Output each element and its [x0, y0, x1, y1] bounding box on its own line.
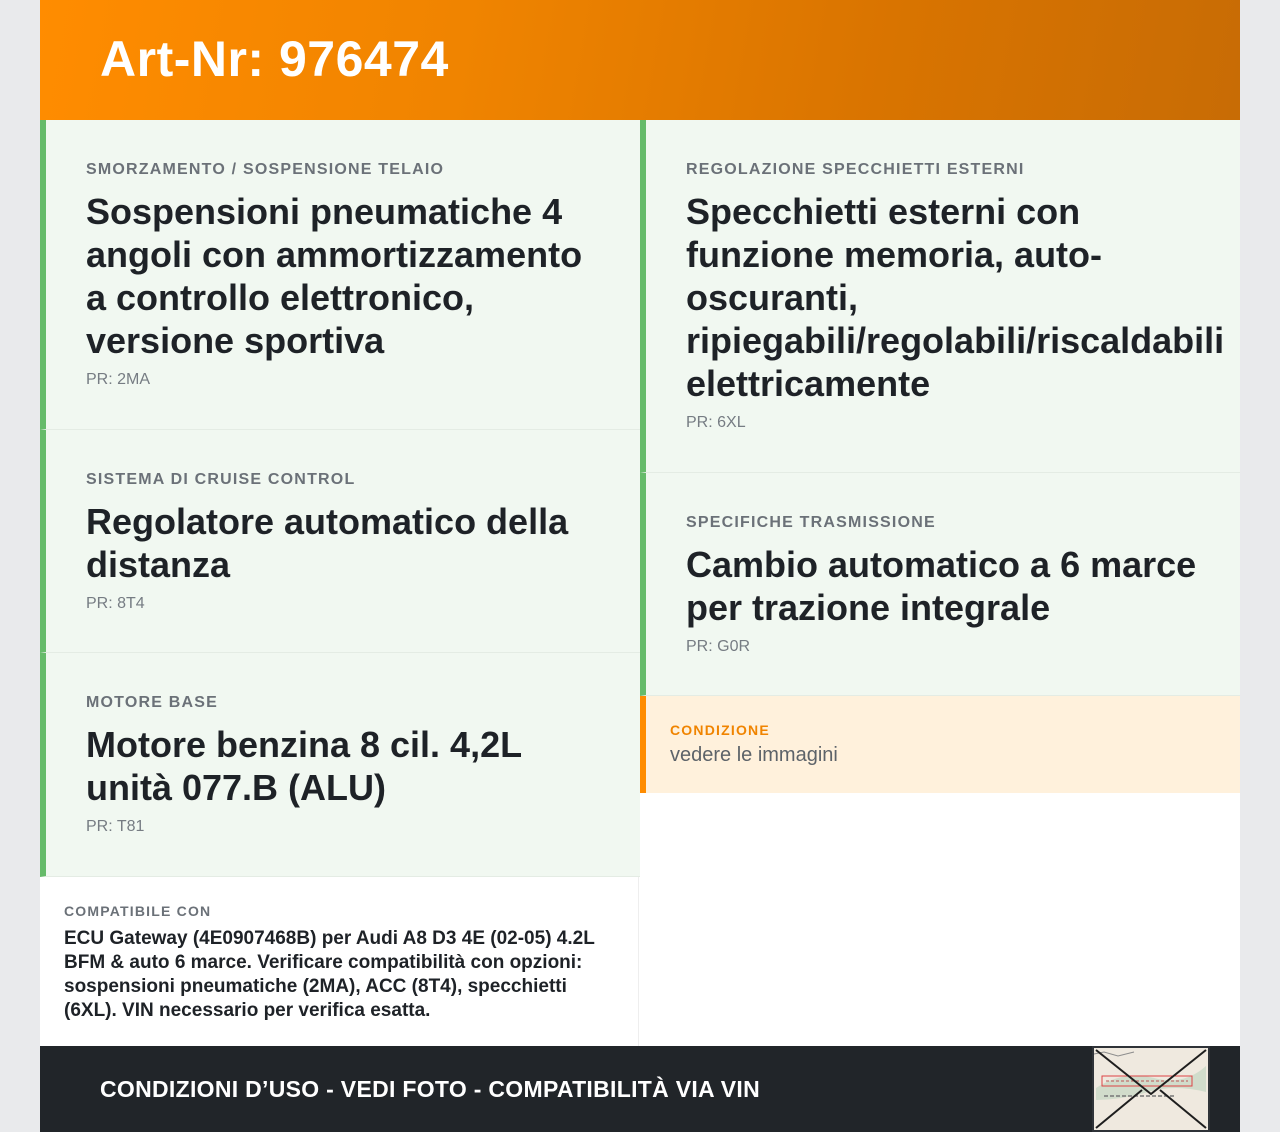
spec-category: REGOLAZIONE SPECCHIETTI ESTERNI — [686, 161, 1025, 178]
condition-text: vedere le immagini — [670, 744, 838, 766]
header-bar — [40, 0, 1240, 120]
spec-card-engine — [40, 653, 640, 877]
spec-title: Motore benzina 8 cil. 4,2L unità 077.B (ALU) — [86, 724, 522, 808]
spec-title: Sospensioni pneumatiche 4 angoli con ammortizzamento a controllo elettronico, versione sportiva — [86, 191, 583, 361]
spec-title: Regolatore automatico della distanza — [86, 501, 569, 585]
spec-card-suspension — [40, 120, 640, 430]
spec-title: Specchietti esterni con funzione memoria, auto-oscuranti, ripiegabili/regolabili/riscaldabili elettricamente — [686, 191, 1225, 404]
spec-category: SISTEMA DI CRUISE CONTROL — [86, 471, 356, 488]
envelope-photo-icon[interactable] — [1092, 1046, 1210, 1132]
spec-pr-code: PR: T81 — [86, 818, 145, 835]
page — [40, 0, 1240, 1132]
spec-card-transmission — [640, 473, 1240, 696]
spec-pr-code: PR: 2MA — [86, 371, 151, 388]
compatibility-text: ECU Gateway (4E0907468B) per Audi A8 D3 4E (02-05) 4.2L BFM & auto 6 marce. Verificare compatibilità con opzioni: sospensioni pneumatiche (2MA), ACC (8T4), specchietti (6XL). VIN necessario per verifica esatta. — [64, 928, 595, 1021]
right-column — [640, 120, 1240, 696]
spec-pr-code: PR: G0R — [686, 638, 751, 655]
footer-text: CONDIZIONI D’USO - VEDI FOTO - COMPATIBILITÀ VIA VIN — [100, 1076, 761, 1102]
spec-title: Cambio automatico a 6 marce per trazione integrale — [686, 544, 1197, 628]
page-title: Art-Nr: 976474 — [100, 31, 449, 87]
spec-pr-code: PR: 6XL — [686, 414, 746, 431]
spec-card-mirrors — [640, 120, 1240, 473]
spec-category: SPECIFICHE TRASMISSIONE — [686, 514, 936, 531]
spec-card-cruise-control — [40, 430, 640, 653]
spec-pr-code: PR: 8T4 — [86, 595, 145, 612]
spec-category: MOTORE BASE — [86, 694, 219, 711]
condition-box — [640, 696, 1240, 793]
footer-bar — [40, 1046, 1240, 1132]
compatibility-box — [40, 877, 639, 1046]
spec-category: SMORZAMENTO / SOSPENSIONE TELAIO — [86, 161, 445, 178]
compatibility-label: COMPATIBILE CON — [64, 903, 212, 919]
condition-label: CONDIZIONE — [670, 722, 770, 738]
envelope-photo-graphic — [1094, 1048, 1208, 1130]
left-column — [40, 120, 640, 877]
